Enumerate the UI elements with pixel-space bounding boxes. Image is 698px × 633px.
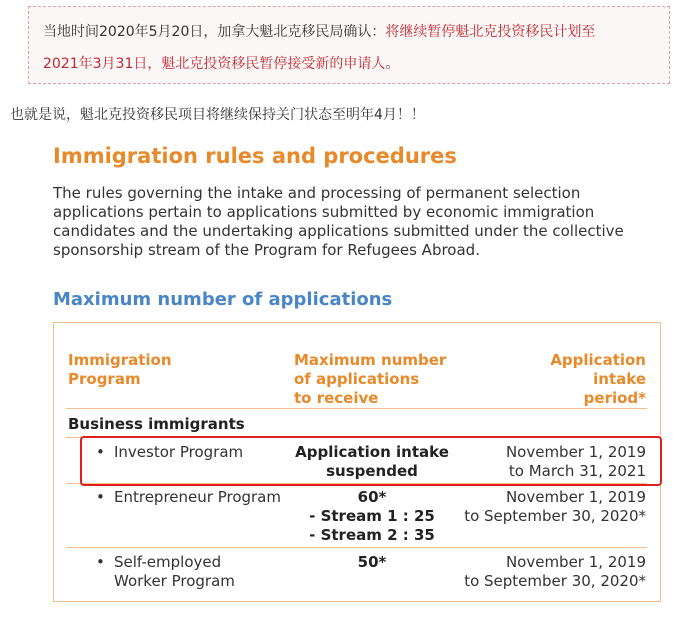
max-value-line: - Stream 2 : 35 — [309, 526, 435, 544]
rules-body-line: sponsorship stream of the Program for Refugees Abroad. — [53, 241, 480, 259]
column-header-line: Program — [68, 370, 141, 388]
bullet-icon: • — [96, 488, 105, 506]
period-line: to March 31, 2021 — [508, 462, 646, 480]
notice-highlight-text: 将继续暂停魁北克投资移民计划至 — [385, 24, 596, 40]
notice-text: 。 — [385, 56, 400, 72]
rules-body-line: candidates and the undertaking applications submitted under the collective — [53, 222, 624, 240]
bullet-icon: • — [96, 443, 105, 461]
program-name: Worker Program — [114, 572, 235, 590]
table-border — [53, 322, 54, 602]
max-value-line: - Stream 1 : 25 — [309, 507, 435, 525]
column-header-period — [550, 351, 646, 408]
bullet-icon: • — [96, 553, 105, 571]
program-name: Self-employed — [114, 553, 222, 571]
table-border — [53, 322, 661, 323]
header-divider — [66, 408, 647, 409]
column-header-line: period* — [583, 389, 646, 407]
notice-text: 当地时间2020年5月20日，加拿大魁北克移民局确认： — [43, 24, 386, 40]
rules-body-line: applications pertain to applications submitted by economic immigration — [53, 203, 595, 221]
table-border — [53, 601, 661, 602]
table-row-program — [96, 488, 281, 507]
column-header-line: intake — [593, 370, 646, 388]
program-name: Entrepreneur Program — [114, 488, 281, 506]
column-header-line: Maximum number — [294, 351, 447, 369]
notice-line-2 — [43, 53, 399, 73]
program-name: Investor Program — [114, 443, 244, 461]
table-row-period — [464, 553, 646, 591]
rules-body — [53, 184, 653, 260]
followup-text: 也就是说，魁北克投资移民项目将继续保持关门状态至明年4月！！ — [10, 107, 425, 123]
period-line: November 1, 2019 — [505, 553, 646, 571]
period-line: to September 30, 2020* — [464, 572, 646, 590]
max-value-line: suspended — [326, 462, 418, 480]
max-value-line: Application intake — [295, 443, 449, 461]
max-value-line: 60* — [357, 488, 387, 506]
notice-box — [28, 6, 670, 84]
max-applications-heading: Maximum number of applications — [53, 289, 393, 310]
column-header-max — [294, 351, 446, 408]
notice-highlight-text: 2021年3月31日，魁北克投资移民暂停接受新的申请人 — [43, 56, 386, 72]
column-header-program — [68, 351, 172, 389]
period-line: November 1, 2019 — [505, 488, 646, 506]
rules-body-line: The rules governing the intake and processing of permanent selection — [53, 184, 581, 202]
period-line: to September 30, 2020* — [464, 507, 646, 525]
table-row-max — [282, 488, 462, 545]
table-row-program — [96, 553, 235, 591]
column-header-line: Application — [550, 351, 646, 369]
notice-line-1 — [43, 21, 595, 41]
rules-heading: Immigration rules and procedures — [53, 144, 457, 168]
investor-row-highlight — [80, 436, 662, 486]
max-value-line: 50* — [357, 553, 387, 571]
column-header-line: of applications — [294, 370, 420, 388]
table-row-max — [282, 553, 462, 572]
column-header-line: to receive — [294, 389, 379, 407]
section-business-immigrants: Business immigrants — [68, 415, 245, 433]
row-divider — [66, 547, 647, 548]
period-line: November 1, 2019 — [505, 443, 646, 461]
column-header-line: Immigration — [68, 351, 172, 369]
table-row-period — [464, 488, 646, 526]
